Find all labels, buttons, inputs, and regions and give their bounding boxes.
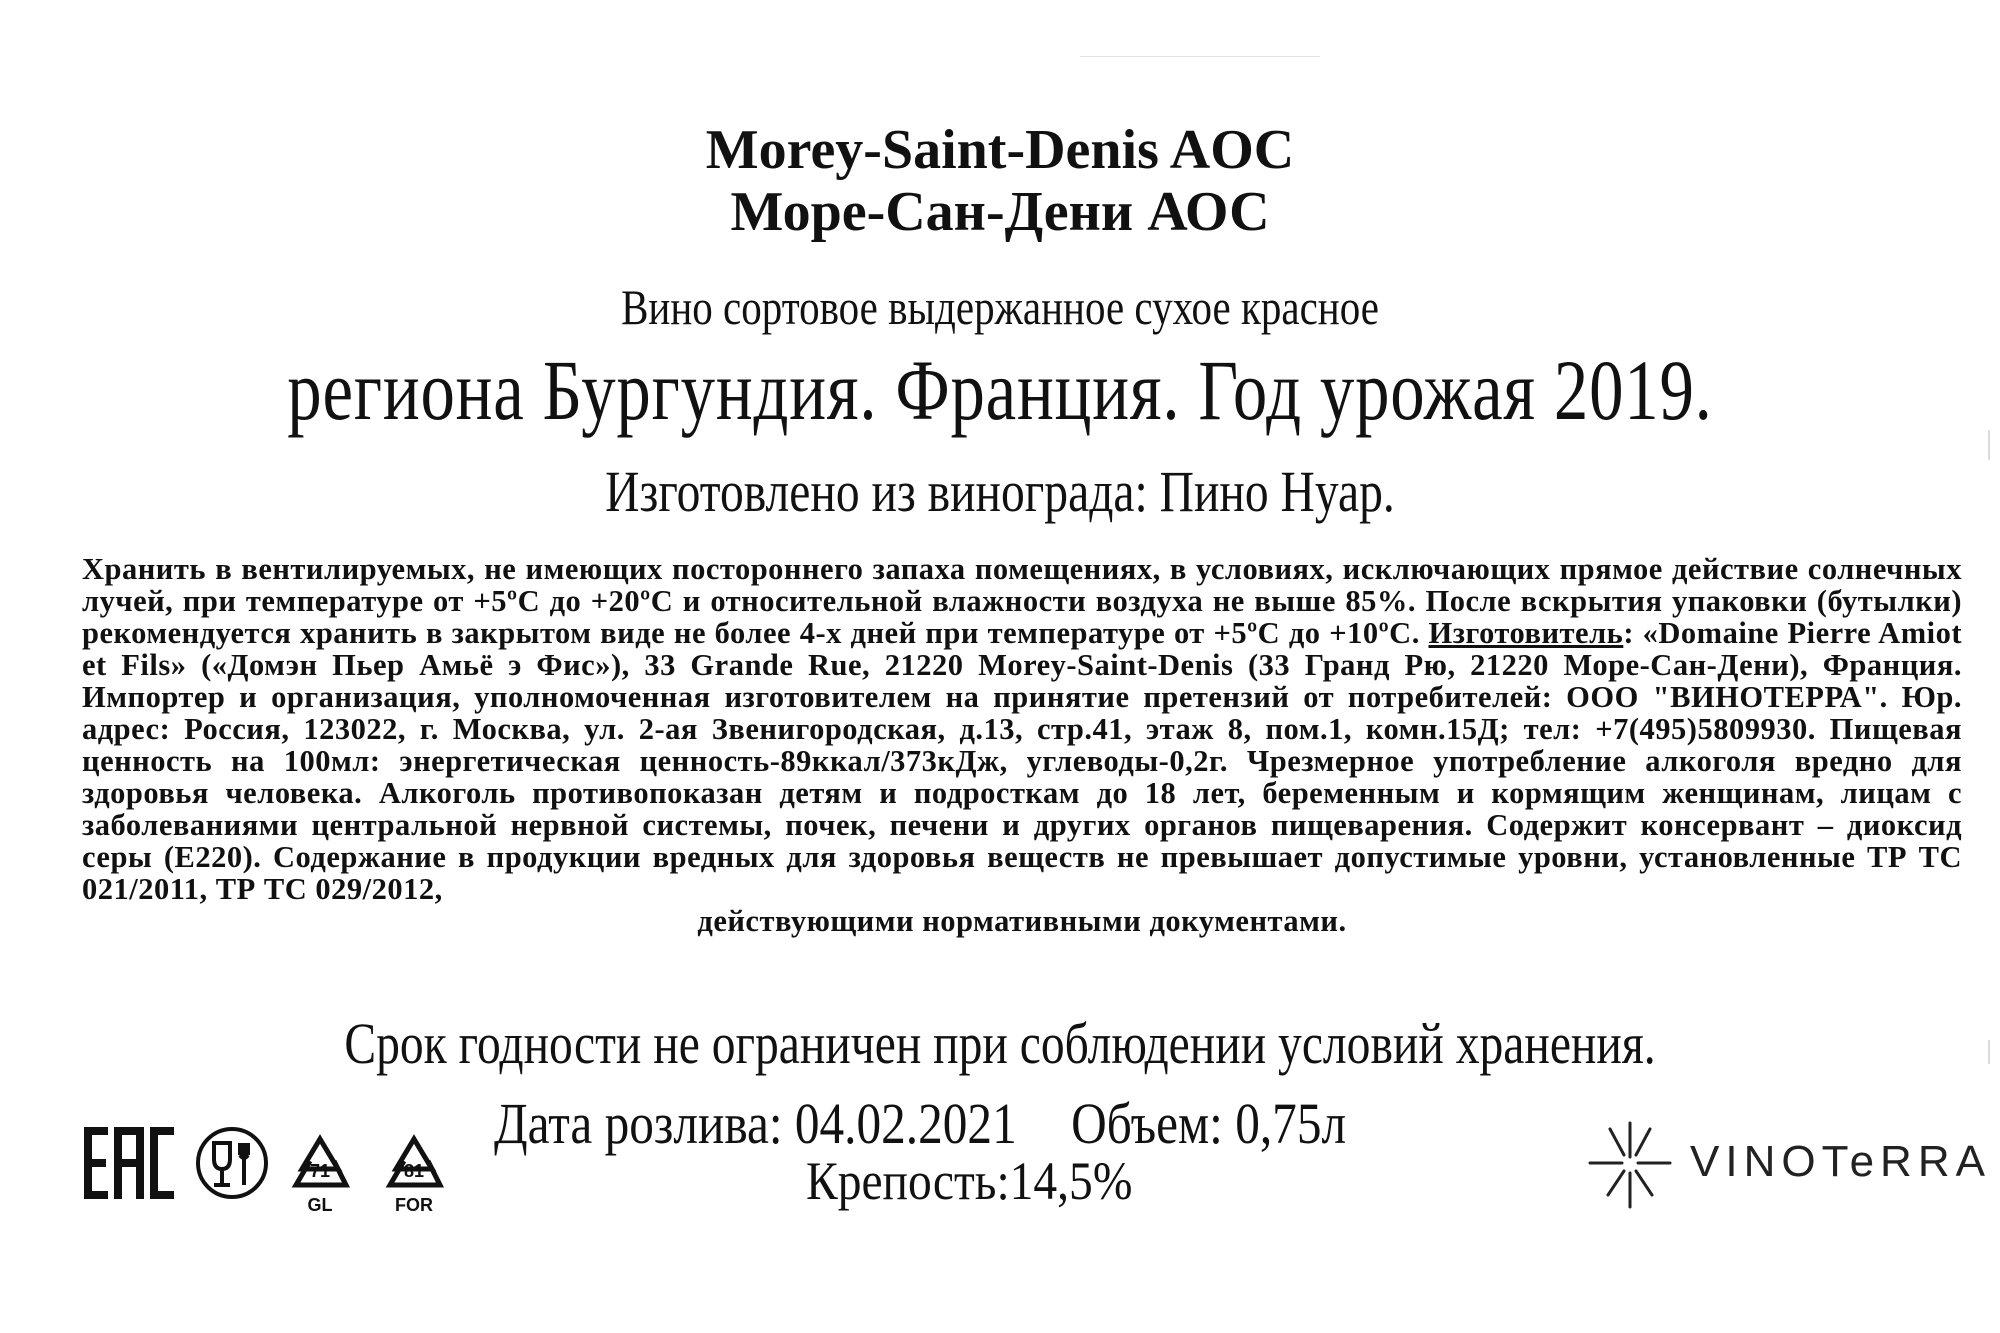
vinoterra-burst-icon xyxy=(1580,1115,1680,1215)
bottling-info xyxy=(494,1090,1346,1157)
appellation-cyrillic: Море-Сан-Дени АОС xyxy=(730,181,1270,243)
brand-name: VINOTeRRA xyxy=(1690,1137,1991,1186)
region-vintage: региона Бургундия. Франция. Год урожая 2019. xyxy=(287,342,1713,438)
shelf-life: Срок годности не ограничен при соблюдении условий хранения. xyxy=(344,1011,1656,1076)
appellation-latin: Morey-Saint-Denis AOC xyxy=(705,119,1295,181)
recycle-glass-label: GL xyxy=(307,1195,333,1215)
maker-label: Изготовитель xyxy=(1428,616,1624,650)
brand-logo xyxy=(1580,1115,1991,1215)
compliance-marks xyxy=(84,1115,474,1215)
recycle-glass-code: 71 xyxy=(309,1161,331,1181)
grape-variety: Изготовлено из винограда: Пино Нуар. xyxy=(605,459,1395,524)
legal-text-block xyxy=(82,553,1962,937)
recycle-for-icon xyxy=(390,1139,440,1215)
edge-mark xyxy=(1988,1040,1990,1064)
maker-text: : «Domaine Pierre Amiot et Fils» («Домэн Пьер Амьё э Фис»), 33 Grande Rue, 21220 Morey-Saint-Denis (33 Гранд Рю, 21220 Море-Сан-Дени), Франция. Импортер и организация, уполномоченная изготовителем на принятие претензий от потребителей: ООО "ВИНОТЕРРА". Юр. адрес: Россия, 123022, г. Москва, ул. 2-ая Звенигородская, д.13, стр.41, этаж 8, пом.1, комн.15Д; тел: +7(495)5809930. Пищевая ценность на 100мл: энергетическая ценность-89ккал/373кДж, углеводы-0,2г. Чрезмерное употребление алкоголя вредно для здоровья человека. Алкоголь противопоказан детям и подросткам до 18 лет, беременным и кормящим женщинам, лицам с заболеваниями центральной нервной системы, почек, печени и других органов пищеварения. Содержит консервант – диоксид серы (Е220). Содержание в продукции вредных для здоровья веществ не превышает допустимые уровни, установленные ТР ТС 021/2011, ТР ТС 029/2012, xyxy=(82,616,1962,906)
bottling-date: Дата розлива: 04.02.2021 xyxy=(494,1091,1017,1156)
recycle-glass-icon xyxy=(296,1139,346,1215)
recycle-for-label: FOR xyxy=(395,1195,433,1215)
wine-type: Вино сортовое выдержанное сухое красное xyxy=(621,279,1379,335)
edge-mark xyxy=(1988,430,1990,460)
closing-text: действующими нормативными документами. xyxy=(697,904,1347,938)
volume: Объем: 0,75л xyxy=(1071,1091,1347,1156)
alcohol-strength: Крепость:14,5% xyxy=(806,1151,1133,1211)
food-contact-icon xyxy=(198,1129,266,1197)
storage-text: Хранить в вентилируемых, не имеющих постороннего запаха помещениях, в условиях, исключающих прямое действие солнечных лучей, при температуре от +5ºС до +20ºС и относительной влажности воздуха не выше 85%. После вскрытия упаковки (бутылки) рекомендуется хранить в закрытом виде не более 4-х дней при температуре от +5ºС до +10ºС. xyxy=(82,552,1962,650)
recycle-for-code: 81 xyxy=(403,1161,425,1181)
eac-mark-icon xyxy=(84,1127,174,1199)
top-rule xyxy=(1080,56,1320,57)
